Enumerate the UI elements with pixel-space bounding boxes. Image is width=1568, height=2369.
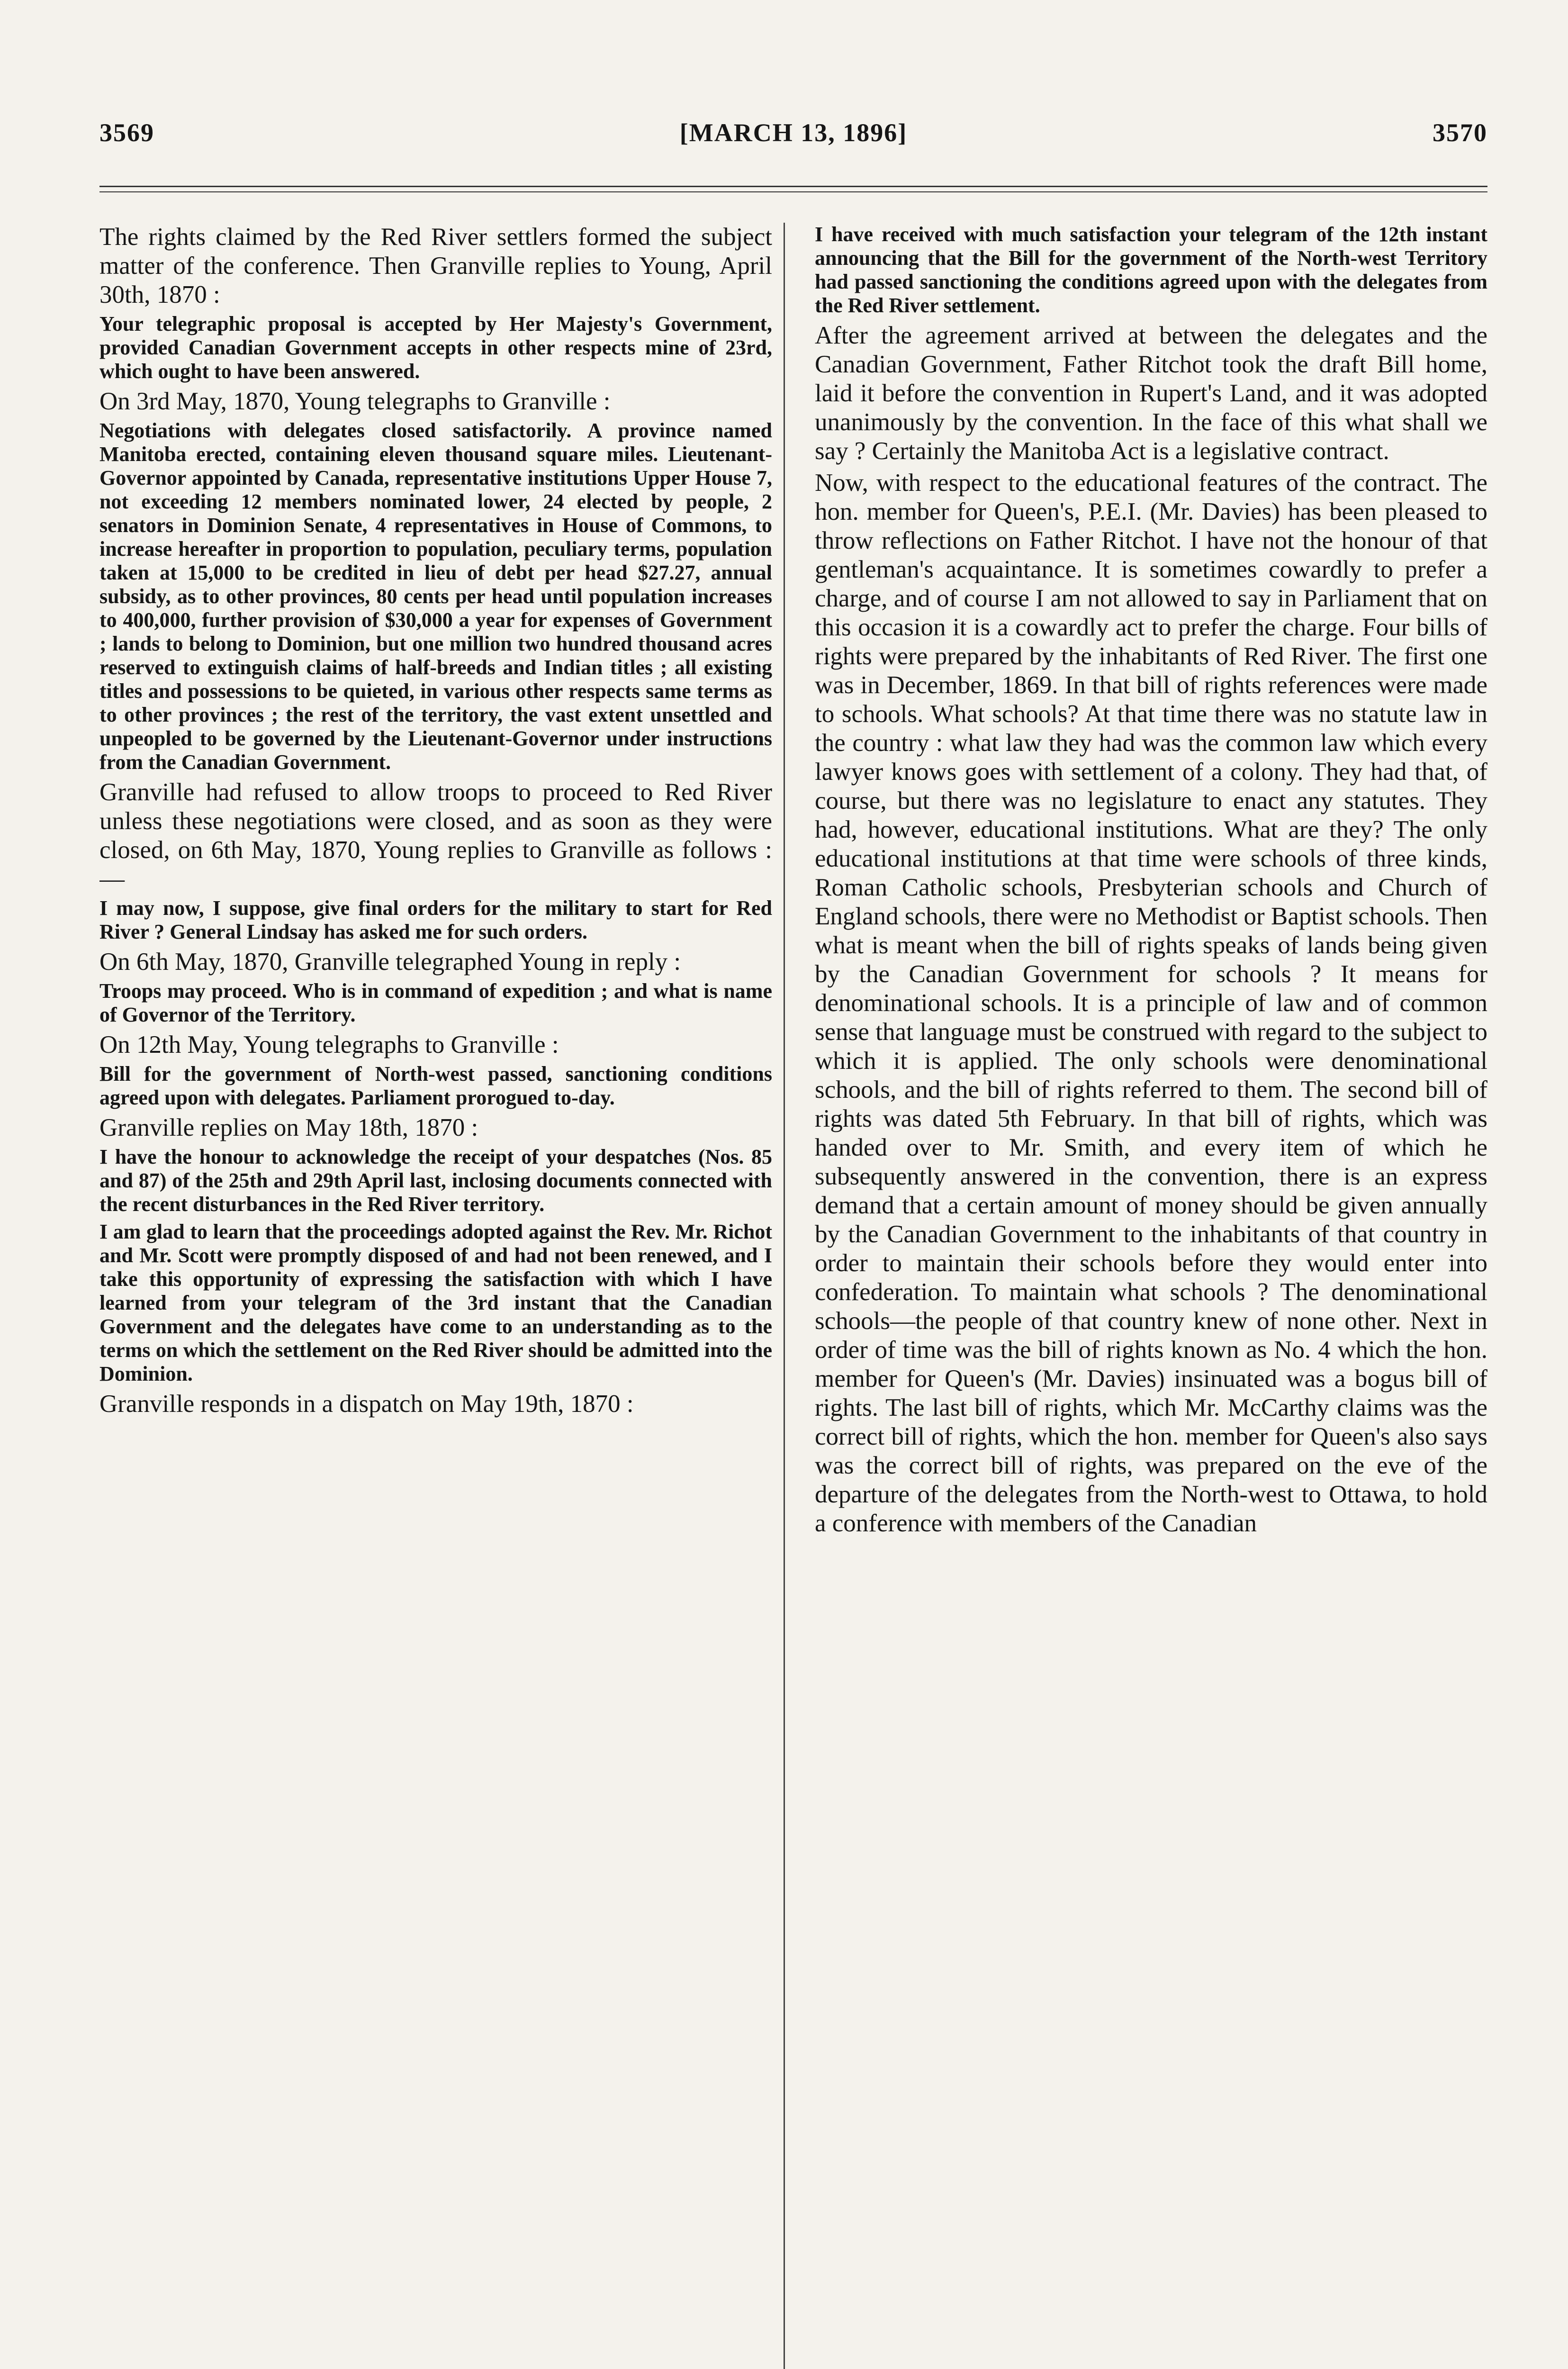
issue-date: [MARCH 13, 1896] <box>679 118 908 147</box>
page-header <box>99 116 1487 149</box>
quoted-dispatch: I have received with much satisfaction your telegram of the 12th instant announcing that the Bill for the government of the North-west Territory had passed sanctioning the conditions agreed upon with the delegates from the Red River settlement. <box>815 223 1487 317</box>
paragraph: Granville responds in a dispatch on May 19th, 1870 : <box>99 1390 634 1418</box>
quoted-telegram: Bill for the government of North-west passed, sanctioning conditions agreed upon with delegates. Parliament prorogued to-day. <box>99 1062 772 1109</box>
paragraph: Granville replies on May 18th, 1870 : <box>99 1114 478 1141</box>
header-rule <box>99 186 1487 187</box>
column-divider <box>784 223 785 2369</box>
header-rule-thin <box>99 191 1487 192</box>
paragraph: The rights claimed by the Red River settlers formed the subject matter of the conference. Then Granville replies to Young, April 30th, 1870 : <box>99 223 772 308</box>
paragraph: On 6th May, 1870, Granville telegraphed Young in reply : <box>99 948 681 976</box>
quoted-telegram: Negotiations with delegates closed satisfactorily. A province named Manitoba erected, containing eleven thousand square miles. Lieutenant-Governor appointed by Canada, representative institutions Upper House 7, not exceeding 12 members nominated lower, 24 elected by people, 2 senators in Dominion Senate, 4 representatives in House of Commons, to increase hereafter in proportion to population, peculiary terms, population taken at 15,000 to be credited in lieu of debt per head $27.27, annual subsidy, as to other provinces, 80 cents per head until population increases to 400,000, further provision of $30,000 a year for expenses of Government ; lands to belong to Dominion, but one million two hundred thousand acres reserved to extinguish claims of half-breeds and Indian titles ; all existing titles and possessions to be quieted, in various other respects same terms as to other provinces ; the rest of the territory, the vast extent unsettled and unpeopled to be governed by the Lieutenant-Governor under instructions from the Canadian Government. <box>99 419 772 774</box>
quoted-telegram: I may now, I suppose, give final orders for the military to start for Red River ? General Lindsay has asked me for such orders. <box>99 896 772 943</box>
paragraph: On 3rd May, 1870, Young telegraphs to Granville : <box>99 388 611 415</box>
left-page-number: 3569 <box>99 118 154 147</box>
left-column <box>99 223 772 2369</box>
paragraph: Now, with respect to the educational features of the contract. The hon. member for Queen's, P.E.I. (Mr. Davies) has been pleased to throw reflections on Father Ritchot. I have not the honour of that gentleman's acquaintance. It is sometimes cowardly to prefer a charge, and of course I am not allowed to say in Parliament that on this occasion it is a cowardly act to prefer the charge. Four bills of rights were prepared by the inhabitants of Red River. The first one was in December, 1869. In that bill of rights references were made to schools. What schools? At that time there was no statute law in the country : what law they had was the common law which every lawyer knows goes with settlement of a colony. They had that, of course, but there was no legislature to enact any statutes. They had, however, educational institutions. What are they? The only educational institutions at that time were schools of three kinds, Roman Catholic schools, Presbyterian schools and Church of England schools, there were no Methodist or Baptist schools. Then what is meant when the bill of rights speaks of lands being given by the Canadian Government for schools ? It means for denominational schools. It is a principle of law and of common sense that language must be construed with regard to the subject to which it is applied. The only schools were denominational schools, and the bill of rights referred to them. The second bill of rights was dated 5th February. In that bill of rights, which was handed over to Mr. Smith, and every item of which he subsequently answered in the convention, there is an express demand that a certain amount of money should be given annually by the Canadian Government to the inhabitants of that country in order to maintain their schools before they would enter into confederation. To maintain what schools ? The denominational schools—the people of that country knew of none other. Next in order of time was the bill of rights known as No. 4 which the hon. member for Queen's (Mr. Davies) insinuated was a bogus bill of rights. The last bill of rights, which Mr. McCarthy claims was the correct bill of rights, which the hon. member for Queen's also says was the correct bill of rights, was prepared on the eve of the departure of the delegates from the North-west to Ottawa, to hold a conference with members of the Canadian <box>815 469 1487 1537</box>
paragraph: On 12th May, Young telegraphs to Granville : <box>99 1031 559 1058</box>
right-column <box>815 223 1487 2369</box>
paragraph: After the agreement arrived at between the delegates and the Canadian Government, Father Ritchot took the draft Bill home, laid it before the convention in Rupert's Land, and it was adopted unanimously by the convention. In the face of this what shall we say ? Certainly the Manitoba Act is a legislative contract. <box>815 322 1487 465</box>
quoted-telegram: Your telegraphic proposal is accepted by Her Majesty's Government, provided Canadian Government accepts in other respects mine of 23rd, which ought to have been answered. <box>99 312 772 383</box>
quoted-telegram: Troops may proceed. Who is in command of expedition ; and what is name of Governor of the Territory. <box>99 979 772 1026</box>
right-page-number: 3570 <box>1433 118 1487 147</box>
paragraph: Granville had refused to allow troops to proceed to Red River unless these negotiations were closed, and as soon as they were closed, on 6th May, 1870, Young replies to Granville as follows :— <box>99 778 772 893</box>
quoted-dispatch: I am glad to learn that the proceedings adopted against the Rev. Mr. Richot and Mr. Scott were promptly disposed of and had not been renewed, and I take this opportunity of expressing the satisfaction with which I have learned from your telegram of the 3rd instant that the Canadian Government and the delegates have come to an understanding as to the terms on which the settlement on the Red River should be admitted into the Dominion. <box>99 1220 772 1385</box>
quoted-dispatch: I have the honour to acknowledge the receipt of your despatches (Nos. 85 and 87) of the 25th and 29th April last, inclosing documents connected with the recent disturbances in the Red River territory. <box>99 1145 772 1216</box>
